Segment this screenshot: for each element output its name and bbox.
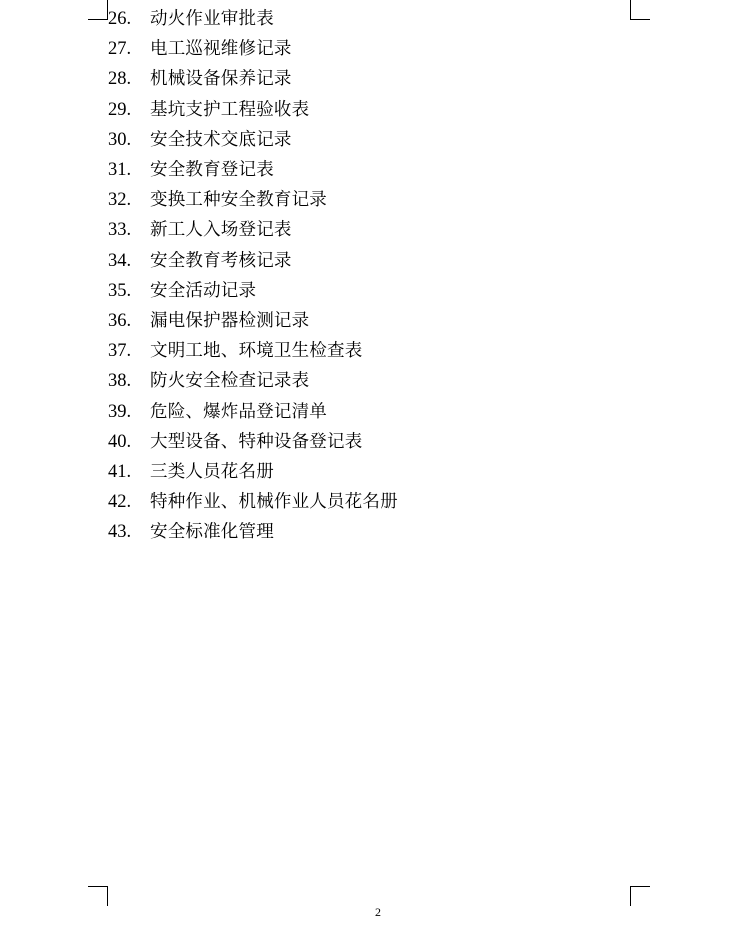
list-item-label: 大型设备、特种设备登记表 [150,431,363,452]
list-item [108,276,648,306]
list-item [108,185,648,215]
list-item-number: 32. [108,190,132,211]
list-item [108,215,648,245]
list-item-label: 动火作业审批表 [150,9,274,29]
page-number: 2 [375,905,381,919]
list-item-label: 基坑支护工程验收表 [150,99,310,120]
list-item-number: 30. [108,129,132,150]
list-item [108,34,648,64]
list-item [108,64,648,94]
list-item [108,4,648,34]
list-item [108,95,648,125]
list-item-label: 安全教育考核记录 [150,250,292,271]
list-item [108,487,648,517]
list-item-label: 安全标准化管理 [150,522,274,543]
list-item [108,457,648,487]
list-item-number: 28. [108,69,132,90]
list-item-number: 36. [108,311,132,332]
list-item-label: 危险、爆炸品登记清单 [150,401,327,422]
list-item-number: 42. [108,492,132,513]
list-item [108,517,648,547]
list-item-label: 变换工种安全教育记录 [150,190,327,211]
list-item [108,125,648,155]
list-item-label: 新工人入场登记表 [150,220,292,241]
list-item-label: 漏电保护器检测记录 [150,311,310,332]
list-item-number: 26. [108,9,132,29]
crop-mark-bottom-right [630,886,650,906]
list-item-label: 机械设备保养记录 [150,69,292,90]
list-item-number: 37. [108,341,132,362]
crop-mark-bottom-left [88,886,108,906]
numbered-list [108,4,648,548]
list-item-label: 安全技术交底记录 [150,129,292,150]
list-item-number: 33. [108,220,132,241]
list-item-number: 43. [108,522,132,543]
list-item-number: 38. [108,371,132,392]
crop-mark-top-left [88,0,108,20]
list-item-label: 文明工地、环境卫生检查表 [150,341,363,362]
list-item-label: 特种作业、机械作业人员花名册 [150,492,398,513]
list-item [108,427,648,457]
list-item-number: 40. [108,431,132,452]
list-item-number: 39. [108,401,132,422]
list-item-number: 27. [108,39,132,60]
list-item-number: 31. [108,160,132,181]
list-item [108,246,648,276]
list-item-label: 三类人员花名册 [150,462,274,483]
list-item-label: 安全活动记录 [150,280,257,301]
list-item [108,336,648,366]
list-item-number: 35. [108,280,132,301]
list-item [108,397,648,427]
list-item-label: 安全教育登记表 [150,160,274,181]
list-item-number: 34. [108,250,132,271]
list-item [108,155,648,185]
list-item-label: 电工巡视维修记录 [150,39,292,60]
list-item-number: 29. [108,99,132,120]
list-item-number: 41. [108,462,132,483]
list-item-label: 防火安全检查记录表 [150,371,310,392]
list-item [108,306,648,336]
list-item [108,366,648,396]
